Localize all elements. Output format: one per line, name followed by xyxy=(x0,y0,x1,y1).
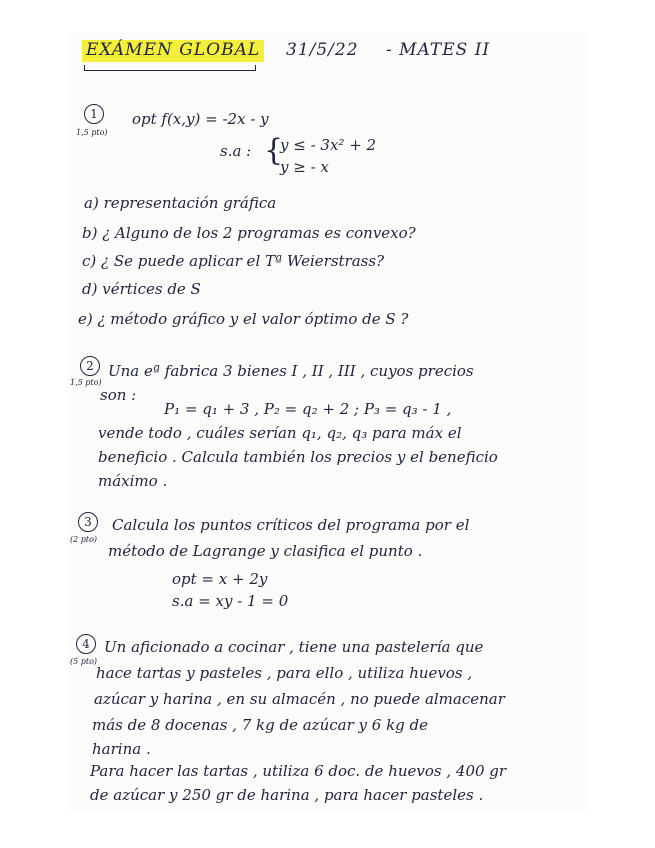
problem-1-points: 1,5 pto) xyxy=(76,128,108,137)
problem-4-line-7: de azúcar y 250 gr de harina , para hacer pasteles . xyxy=(90,786,484,804)
problem-1-question-a: a) representación gráfica xyxy=(84,194,277,212)
problem-2-line-6: máximo . xyxy=(98,472,168,490)
problem-4-line-1: Un aficionado a cocinar , tiene una pastelería que xyxy=(104,638,484,656)
problem-3-points: (2 pto) xyxy=(70,535,98,544)
problem-1-question-b: b) ¿ Alguno de los 2 programas es convexo? xyxy=(82,224,416,242)
exam-date: 31/5/22 xyxy=(286,40,359,60)
problem-2-line-5: beneficio . Calcula también los precios y el beneficio xyxy=(98,448,498,466)
problem-1-question-c: c) ¿ Se puede aplicar el Tª Weierstrass? xyxy=(82,252,385,270)
title-underline xyxy=(84,65,256,71)
problem-4-line-3: azúcar y harina , en su almacén , no puede almacenar xyxy=(94,690,505,708)
problem-1-number: 1 xyxy=(84,104,104,124)
problem-3-constraint: s.a = xy - 1 = 0 xyxy=(172,592,289,610)
problem-3-objective: opt = x + 2y xyxy=(172,570,268,588)
problem-2-line-3: P₁ = q₁ + 3 , P₂ = q₂ + 2 ; P₃ = q₃ - 1 , xyxy=(164,400,452,418)
problem-3-line-2: método de Lagrange y clasifica el punto . xyxy=(108,542,423,560)
problem-1-question-e: e) ¿ método gráfico y el valor óptimo de S ? xyxy=(78,310,409,328)
exam-sheet xyxy=(68,32,588,812)
problem-2-line-1: Una eª fabrica 3 bienes I , II , III , cuyos precios xyxy=(108,362,474,380)
problem-1-constraint-2: y ≥ - x xyxy=(280,158,329,176)
exam-title: EXÁMEN GLOBAL xyxy=(82,40,264,62)
problem-4-line-6: Para hacer las tartas , utiliza 6 doc. de huevos , 400 gr xyxy=(90,762,507,780)
problem-3-number: 3 xyxy=(78,512,98,532)
problem-2-points: 1,5 pto) xyxy=(70,378,102,387)
problem-1-objective: opt f(x,y) = -2x - y xyxy=(132,110,269,128)
problem-1-constraint-1: y ≤ - 3x² + 2 xyxy=(280,136,377,154)
problem-2-number: 2 xyxy=(80,356,100,376)
problem-4-line-2: hace tartas y pasteles , para ello , utiliza huevos , xyxy=(96,664,473,682)
problem-1-constraints-label: s.a : xyxy=(220,142,252,160)
problem-4-points: (5 pto) xyxy=(70,657,98,666)
problem-2-line-2: son : xyxy=(100,386,137,404)
problem-4-line-5: harina . xyxy=(92,740,151,758)
constraint-brace: { xyxy=(264,133,284,168)
problem-4-line-4: más de 8 docenas , 7 kg de azúcar y 6 kg de xyxy=(92,716,429,734)
exam-subject: - MATES II xyxy=(386,40,491,60)
problem-2-line-4: vende todo , cuáles serían q₁, q₂, q₃ para máx el xyxy=(98,424,462,442)
problem-1-question-d: d) vértices de S xyxy=(82,280,201,298)
problem-3-line-1: Calcula los puntos críticos del programa por el xyxy=(112,516,470,534)
problem-4-number: 4 xyxy=(76,634,96,654)
